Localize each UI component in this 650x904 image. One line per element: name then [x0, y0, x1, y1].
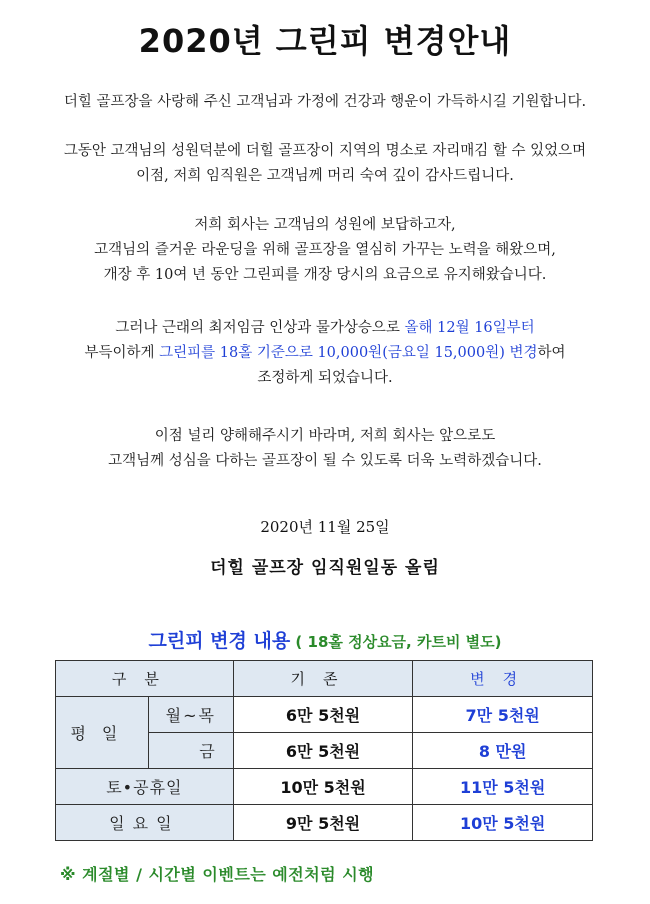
- old-fee: 6만 5천원: [233, 697, 413, 733]
- header-old: 기존: [233, 661, 413, 697]
- history-line-3: 개장 후 10여 년 동안 그린피를 개장 당시의 요금으로 유지해왔습니다.: [103, 267, 547, 283]
- table-title-main: 그린피 변경 내용: [148, 630, 291, 652]
- table-header-row: [56, 661, 593, 697]
- change-line-2-text: 부득이하게: [84, 345, 160, 361]
- change-line-2-tail: 하여: [537, 345, 566, 361]
- event-note: ※ 계절별 / 시간별 이벤트는 예전처럼 시행: [60, 865, 375, 884]
- table-row: [56, 805, 593, 841]
- closing-line-1: 이점 널리 양해해주시기 바라며, 저희 회사는 앞으로도: [154, 428, 496, 444]
- change-line-2: [0, 341, 650, 366]
- row-label: 월~목: [148, 697, 233, 733]
- row-label: 토•공휴일: [56, 769, 234, 805]
- old-fee: 6만 5천원: [233, 733, 413, 769]
- history-paragraph: [0, 213, 650, 288]
- fee-change-highlight: 그린피를 18홀 기준으로 10,000원(금요일 15,000원) 변경: [159, 345, 538, 361]
- change-paragraph: [0, 316, 650, 391]
- table-title-sub: ( 18홀 정상요금, 카트비 별도): [290, 633, 502, 651]
- new-fee: 10만 5천원: [413, 805, 593, 841]
- notice-date: 2020년 11월 25일: [260, 518, 390, 536]
- thanks-line-2: 이점, 저희 임직원은 고객님께 머리 숙여 깊이 감사드립니다.: [136, 168, 514, 184]
- history-line-2: 고객님의 즐거운 라운딩을 위해 골프장을 열심히 가꾸는 노력을 해왔으며,: [94, 242, 556, 258]
- weekday-label: 평일: [56, 697, 149, 769]
- closing-paragraph: [0, 424, 650, 474]
- table-row: [56, 769, 593, 805]
- signature: 더힐 골프장 임직원일동 올림: [210, 558, 440, 578]
- green-fee-table: [55, 660, 593, 841]
- greeting-paragraph: [0, 90, 650, 115]
- table-row: [56, 697, 593, 733]
- header-category: 구분: [56, 661, 234, 697]
- greeting-line: 더힐 골프장을 사랑해 주신 고객님과 가정에 건강과 행운이 가득하시길 기원합니다.: [63, 94, 587, 110]
- old-fee: 9만 5천원: [233, 805, 413, 841]
- header-new: 변경: [413, 661, 593, 697]
- history-line-1: 저희 회사는 고객님의 성원에 보답하고자,: [194, 217, 456, 233]
- change-line-1: [0, 316, 650, 341]
- change-line-3: 조정하게 되었습니다.: [257, 370, 393, 386]
- row-label: 일요일: [56, 805, 234, 841]
- old-fee: 10만 5천원: [233, 769, 413, 805]
- table-title: [0, 626, 650, 653]
- new-fee: 8 만원: [413, 733, 593, 769]
- closing-line-2: 고객님께 성심을 다하는 골프장이 될 수 있도록 더욱 노력하겠습니다.: [108, 453, 542, 469]
- change-line-1-text: 그러나 근래의 최저임금 인상과 물가상승으로: [115, 320, 405, 336]
- row-label: 금: [148, 733, 233, 769]
- new-fee: 7만 5천원: [413, 697, 593, 733]
- thanks-paragraph: [0, 139, 650, 189]
- effective-date-highlight: 올해 12월 16일부터: [404, 320, 535, 336]
- thanks-line-1: 그동안 고객님의 성원덕분에 더힐 골프장이 지역의 명소로 자리매김 할 수 있었으며: [63, 143, 587, 159]
- new-fee: 11만 5천원: [413, 769, 593, 805]
- page-title: 2020년 그린피 변경안내: [138, 22, 512, 60]
